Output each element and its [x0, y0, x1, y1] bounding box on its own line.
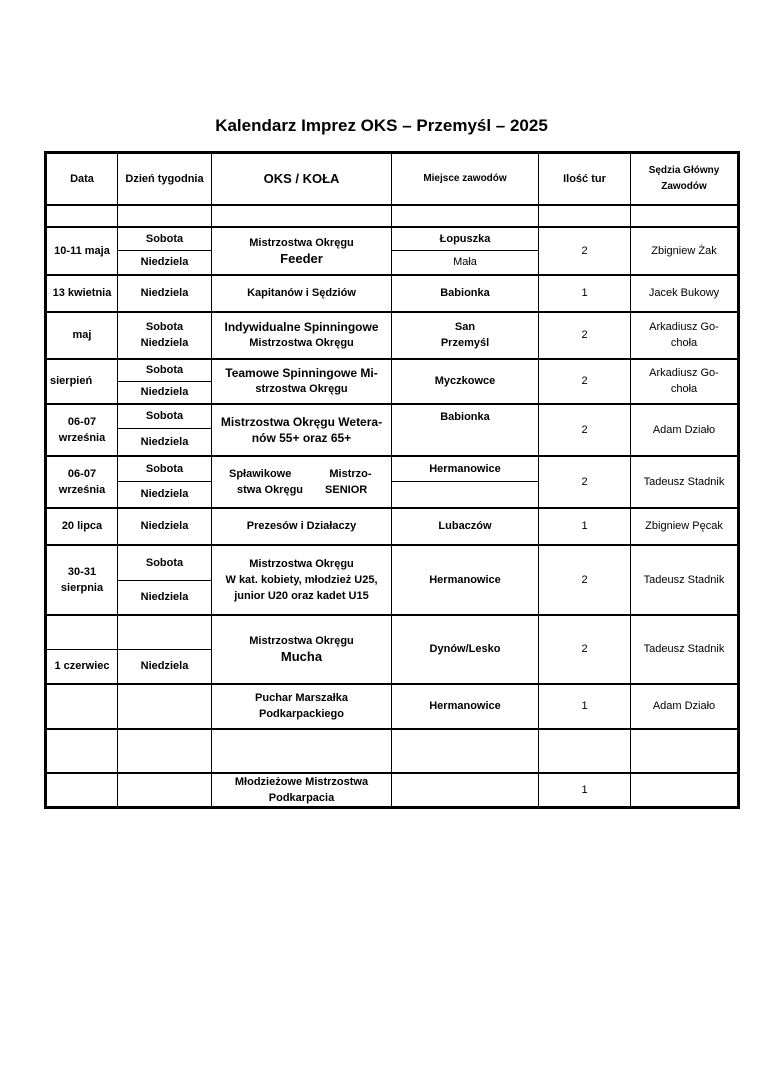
table-row [46, 275, 739, 312]
place-line: Przemyśl [440, 337, 490, 349]
table-cell [631, 729, 739, 773]
table-cell [118, 729, 212, 773]
table-row [46, 508, 739, 545]
cell-sedzia: Adam Działo [631, 684, 739, 729]
empty-row [46, 205, 739, 227]
event-line: Mistrzostwa Okręgu [249, 557, 354, 570]
table-cell [212, 729, 392, 773]
table-cell [212, 205, 392, 227]
header-data: Data [46, 153, 118, 205]
table-cell [539, 729, 631, 773]
table-row [46, 545, 739, 581]
cell-event [212, 773, 392, 808]
place-line: San [454, 321, 476, 333]
cell-day [118, 312, 212, 359]
table-cell [631, 205, 739, 227]
sedzia-line: chołа [670, 383, 698, 395]
event-part: Spławikowe [229, 467, 292, 480]
table-cell [46, 729, 118, 773]
table-cell [392, 205, 539, 227]
event-part: stwa Okręgu [237, 483, 304, 496]
cell-day: Niedziela [118, 508, 212, 545]
cell-day: Niedziela [118, 275, 212, 312]
cell-sedzia [631, 359, 739, 404]
event-line [215, 466, 388, 482]
cell-data: 10-11 maja [46, 227, 118, 275]
event-line: Teamowe Spinningowe Mi- [225, 366, 378, 380]
cell-tury: 2 [539, 545, 631, 615]
cell-place: Dynów/Lesko [392, 615, 539, 684]
cell-sedzia: Tadeusz Stadnik [631, 545, 739, 615]
cell-data: 30-31 sierpnia [46, 545, 118, 615]
cell-tury: 2 [539, 359, 631, 404]
event-line: Mucha [280, 649, 323, 664]
cell-event [212, 404, 392, 456]
cell-place [392, 773, 539, 808]
day-line: Niedziela [140, 337, 189, 349]
table-row [46, 359, 739, 382]
cell-day: Sobota [118, 404, 212, 429]
event-line: Indywidualne Spinningowe [224, 320, 379, 334]
table-row [46, 684, 739, 729]
cell-tury: 2 [539, 456, 631, 508]
cell-data: maj [46, 312, 118, 359]
table-cell [118, 205, 212, 227]
cell-place: Hermanowice [392, 545, 539, 615]
cell-event [212, 227, 392, 275]
cell-event: Prezesów i Działaczy [212, 508, 392, 545]
cell-day: Sobota [118, 359, 212, 382]
cell-day [118, 773, 212, 808]
header-miejsce: Miejsce zawodów [392, 153, 539, 205]
cell-tury: 2 [539, 404, 631, 456]
cell-sedzia [631, 312, 739, 359]
cell-tury: 1 [539, 275, 631, 312]
cell-day [118, 615, 212, 650]
table-row [46, 456, 739, 482]
event-line: Mistrzostwa Okręgu [249, 635, 354, 647]
event-line: Mistrzostwa Okręgu Wetera- [220, 414, 383, 429]
cell-day: Niedziela [118, 482, 212, 508]
cell-place: Lubaczów [392, 508, 539, 545]
cell-sedzia: Zbigniew Pęcak [631, 508, 739, 545]
event-line: Feeder [280, 250, 323, 266]
sedzia-line: chołа [670, 337, 698, 349]
cell-sedzia: Jacek Bukowy [631, 275, 739, 312]
event-line: nów 55+ oraz 65+ [251, 430, 352, 445]
cell-day: Sobota [118, 456, 212, 482]
cell-sedzia: Zbigniew Żak [631, 227, 739, 275]
cell-day: Niedziela [118, 429, 212, 456]
cell-place: Hermanowice [392, 684, 539, 729]
cell-sedzia [631, 773, 739, 808]
table-row [46, 615, 739, 650]
cell-event [212, 684, 392, 729]
cell-tury: 1 [539, 773, 631, 808]
event-line: Mistrzostwa Okręgu [249, 337, 354, 349]
header-oks: OKS / KOŁA [212, 153, 392, 205]
cell-place: Babionka [392, 404, 539, 456]
event-line [215, 482, 388, 498]
cell-tury: 1 [539, 508, 631, 545]
cell-tury: 1 [539, 684, 631, 729]
cell-data: 20 lipca [46, 508, 118, 545]
cell-data: 1 czerwiec [46, 650, 118, 684]
cell-day: Niedziela [118, 581, 212, 615]
cell-place: Myczkowce [392, 359, 539, 404]
table-row [46, 773, 739, 808]
table-row [46, 729, 739, 773]
event-part: Mistrzo- [329, 467, 372, 480]
cell-tury: 2 [539, 312, 631, 359]
day-line: Sobota [145, 321, 184, 333]
cell-sedzia: Adam Działo [631, 404, 739, 456]
event-line: Podkarpackiego [259, 708, 344, 720]
event-line: W kat. kobiety, młodzież U25, [225, 573, 378, 586]
event-line: Podkarpacia [268, 791, 335, 804]
table-cell [46, 205, 118, 227]
cell-data: 13 kwietnia [46, 275, 118, 312]
cell-day: Niedziela [118, 650, 212, 684]
event-line: Młodzieżowe Mistrzostwa [234, 775, 369, 788]
cell-day: Sobota [118, 227, 212, 251]
table-row [46, 404, 739, 429]
cell-sedzia: Tadeusz Stadnik [631, 456, 739, 508]
table-cell [392, 729, 539, 773]
event-part: SENIOR [325, 483, 368, 496]
sedzia-line: Arkadiusz Go- [649, 321, 719, 333]
cell-tury: 2 [539, 227, 631, 275]
cell-day: Sobota [118, 545, 212, 581]
event-line: strzostwa Okręgu [255, 383, 348, 395]
cell-data [46, 615, 118, 650]
cell-tury: 2 [539, 615, 631, 684]
cell-event [212, 545, 392, 615]
header-dzien: Dzień tygodnia [118, 153, 212, 205]
cell-data [46, 773, 118, 808]
cell-place [392, 482, 539, 508]
event-line: Puchar Marszałka [255, 692, 348, 704]
cell-event [212, 359, 392, 404]
cell-place: Babionka [392, 275, 539, 312]
cell-place [392, 312, 539, 359]
header-row [46, 153, 739, 205]
table-row [46, 312, 739, 359]
cell-day: Niedziela [118, 251, 212, 275]
cell-day [118, 684, 212, 729]
sedzia-line: Arkadiusz Go- [649, 367, 719, 379]
cell-day: Niedziela [118, 382, 212, 404]
cell-place: Hermanowice [392, 456, 539, 482]
header-sedzia: Sędzia Główny Zawodów [631, 153, 739, 205]
cell-event [212, 312, 392, 359]
cell-data [46, 684, 118, 729]
cell-data: 06-07 września [46, 456, 118, 508]
events-calendar-table [44, 151, 740, 809]
cell-place: Łopuszka [392, 227, 539, 251]
table-row [46, 227, 739, 251]
event-line: junior U20 oraz kadet U15 [234, 589, 369, 602]
cell-place: Mała [392, 251, 539, 275]
cell-event [212, 615, 392, 684]
cell-event: Kapitanów i Sędziów [212, 275, 392, 312]
table-cell [539, 205, 631, 227]
page-title: Kalendarz Imprez OKS – Przemyśl – 2025 [215, 116, 548, 135]
header-ilosc: Ilość tur [539, 153, 631, 205]
cell-data: sierpień [46, 359, 118, 404]
cell-data: 06-07 września [46, 404, 118, 456]
cell-sedzia: Tadeusz Stadnik [631, 615, 739, 684]
event-line: Mistrzostwa Okręgu [249, 236, 354, 249]
cell-event [212, 456, 392, 508]
